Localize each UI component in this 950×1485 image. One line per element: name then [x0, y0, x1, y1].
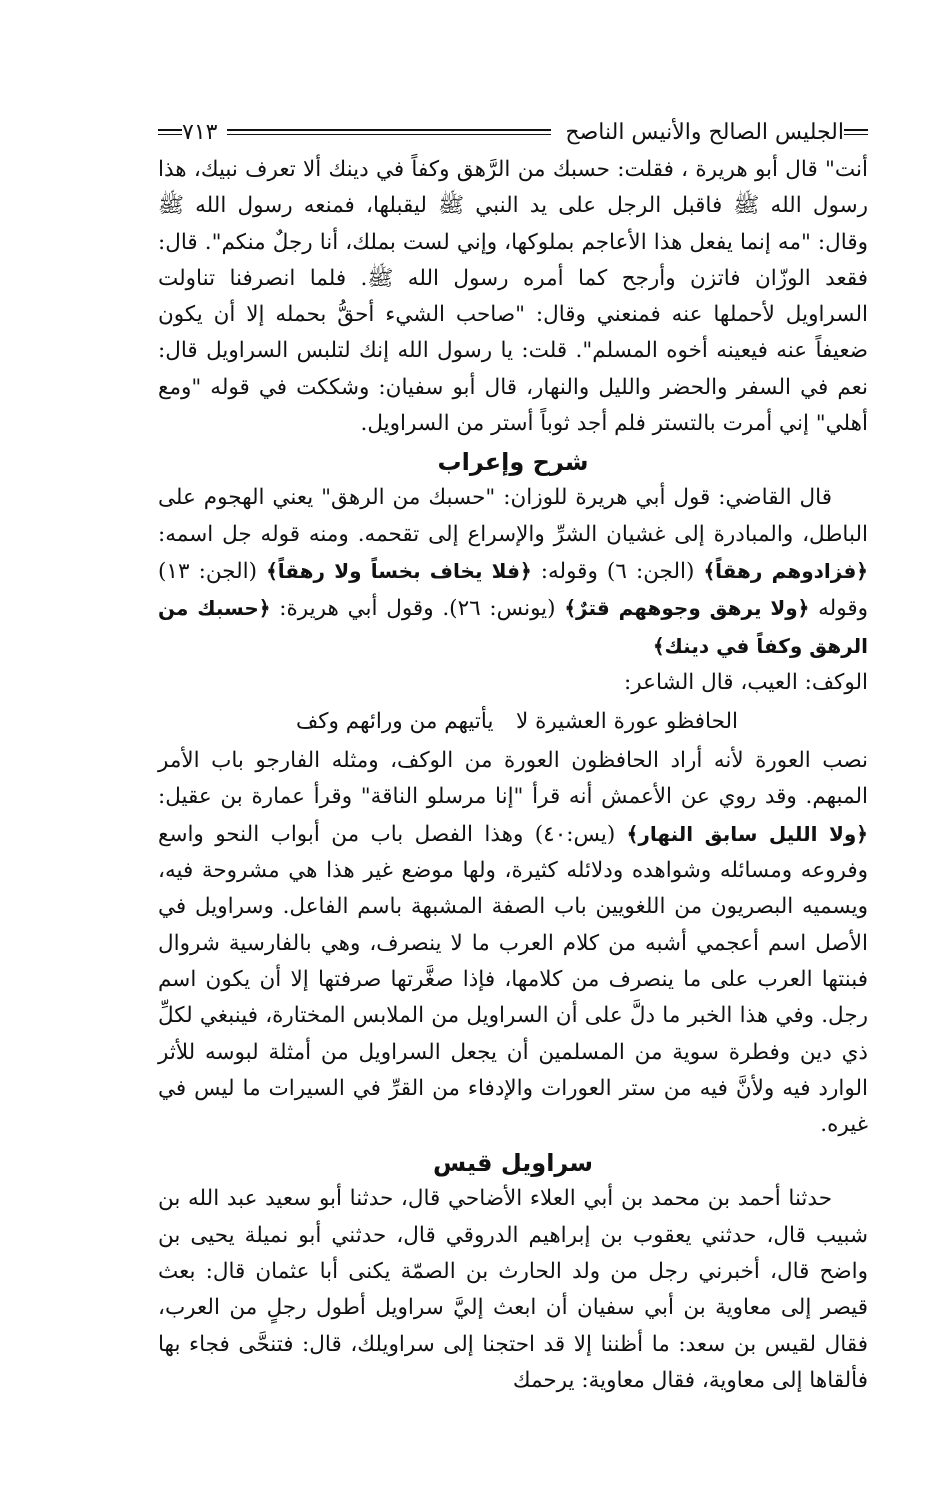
paragraph-qays-narration: حدثنا أحمد بن محمد بن أبي العلاء الأضاحي قال، حدثنا أبو سعيد عبد الله بن شبيب قال، حدثني يعقوب بن إبراهيم الدروقي قال، حدثني أبو نميلة يحيى بن واضح قال، أخبرني رجل من ولد الحارث بن الصمّة يكنى أبا عثمان قال: بعث قيصر إلى معاوية بن أبي سفيان أن ابعث إليَّ سراويل أطول رجلٍ من العرب، فقال لقيس بن سعد: ما أظننا إلا قد احتجنا إلى سراويلك، قال: فتنحَّى فجاء بها فألقاها إلى معاوية، فقال معاوية: يرحمك [158, 1186, 869, 1393]
commentary-text-a: قال القاضي: قول أبي هريرة للوزان: "حسبك من الرهق" يعني الهجوم على الباطل، والمبادرة إلى غشيان الشرِّ والإسراع إلى تقحمه. ومنه قوله جل اسمه: [158, 485, 868, 547]
header-ornament-right [844, 129, 868, 135]
running-header [158, 112, 868, 152]
section-heading-qays: سراويل قيس [433, 1149, 593, 1178]
paragraph-commentary [158, 480, 868, 664]
section-heading-commentary: شرح وإعراب [437, 448, 589, 477]
commentary-text-c: (الجن: ١٣) وقوله [158, 558, 868, 622]
commentary-text-b: (الجن: ٦) وقوله: [531, 558, 704, 584]
hadith-quote: ﴿حسبك من الرهق وكفاً في دينك﴾ [158, 596, 868, 658]
quran-quote-3: ﴿ولا يرهق وجوههم قترٌ﴾ [564, 596, 810, 621]
paragraph-definition: الوكف: العيب، قال الشاعر: [624, 669, 868, 695]
verse-hemistich-left: يأتيهم من ورائهم وكف [296, 709, 494, 735]
quran-quote-2: ﴿فلا يخاف بخساً ولا رهقاً﴾ [266, 558, 532, 583]
header-ornament-left [158, 129, 182, 135]
header-rule [227, 129, 551, 135]
poetry-verse [158, 701, 868, 743]
grammar-text-b: (يس:٤٠) وهذا الفصل باب من أبواب النحو واسع وفروعه ومسائله وشواهده ودلائله كثيرة، ولها موضع غير هذا هي مشروحة فيه، ويسميه البصريون من اللغويين باب الصفة المشبهة باسم الفاعل. وسراويل في الأصل اسم أعجمي أشبه من كلام العرب ما لا ينصرف، وهي بالفارسية شروال فبنتها العرب على ما ينصرف من كلامها، فإذا صغَّرتها صرفتها إلا أن يكون اسم رجل. وفي هذا الخبر ما دلَّ على أن السراويل من الملابس المختارة، فينبغي لكلِّ ذي دين وفطرة سوية من المسلمين أن يجعل السراويل من أمثلة لبوسه للأثر الوارد فيه ولأنَّ فيه من ستر العورات والإدفاء من القرِّ في السيرات ما ليس في غيره. [158, 821, 868, 1138]
grammar-text-a: نصب العورة لأنه أراد الحافظون العورة من الوكف، ومثله الفارجو باب الأمر المبهم. وقد روي عن الأعمش أنه قرأ "إنا مرسلو الناقة" وقرأ عمارة بن عقيل: [158, 748, 868, 810]
commentary-text-d: (يونس: ٢٦). وقول أبي هريرة: [270, 596, 565, 622]
verse-hemistich-right: الحافظو عورة العشيرة لا [515, 709, 738, 735]
page-number: ٧١٣ [182, 119, 218, 145]
book-title: الجليس الصالح والأنيس الناصح [565, 119, 844, 145]
paragraph-hadith-continuation: أنت" قال أبو هريرة ، فقلت: حسبك من الرَّهق وكفاً في دينك ألا تعرف نبيك، هذا رسول الله ﷺ فاقبل الرجل على يد النبي ﷺ ليقبلها، فمنعه رسول الله ﷺ وقال: "مه إنما يفعل هذا الأعاجم بملوكها، وإني لست بملك، أنا رجلٌ منكم". قال: فقعد الوزّان فاتزن وأرجح كما أمره رسول الله ﷺ. فلما انصرفنا تناولت السراويل لأحملها عنه فمنعني وقال: "صاحب الشيء أحقُّ بحمله إلا أن يكون ضعيفاً عنه فيعينه أخوه المسلم". قلت: يا رسول الله إنك لتلبس السراويل قال: نعم في السفر والحضر والليل والنهار، قال أبو سفيان: وشككت في قوله "ومع أهلي" إني أمرت بالتستر فلم أجد ثوباً أستر من السراويل. [158, 157, 868, 437]
paragraph-grammar [158, 743, 868, 1143]
quran-quote-4: ﴿ولا الليل سابق النهار﴾ [626, 821, 868, 846]
document-page [158, 112, 868, 1399]
quran-quote-1: ﴿فزادوهم رهقاً﴾ [703, 558, 869, 583]
